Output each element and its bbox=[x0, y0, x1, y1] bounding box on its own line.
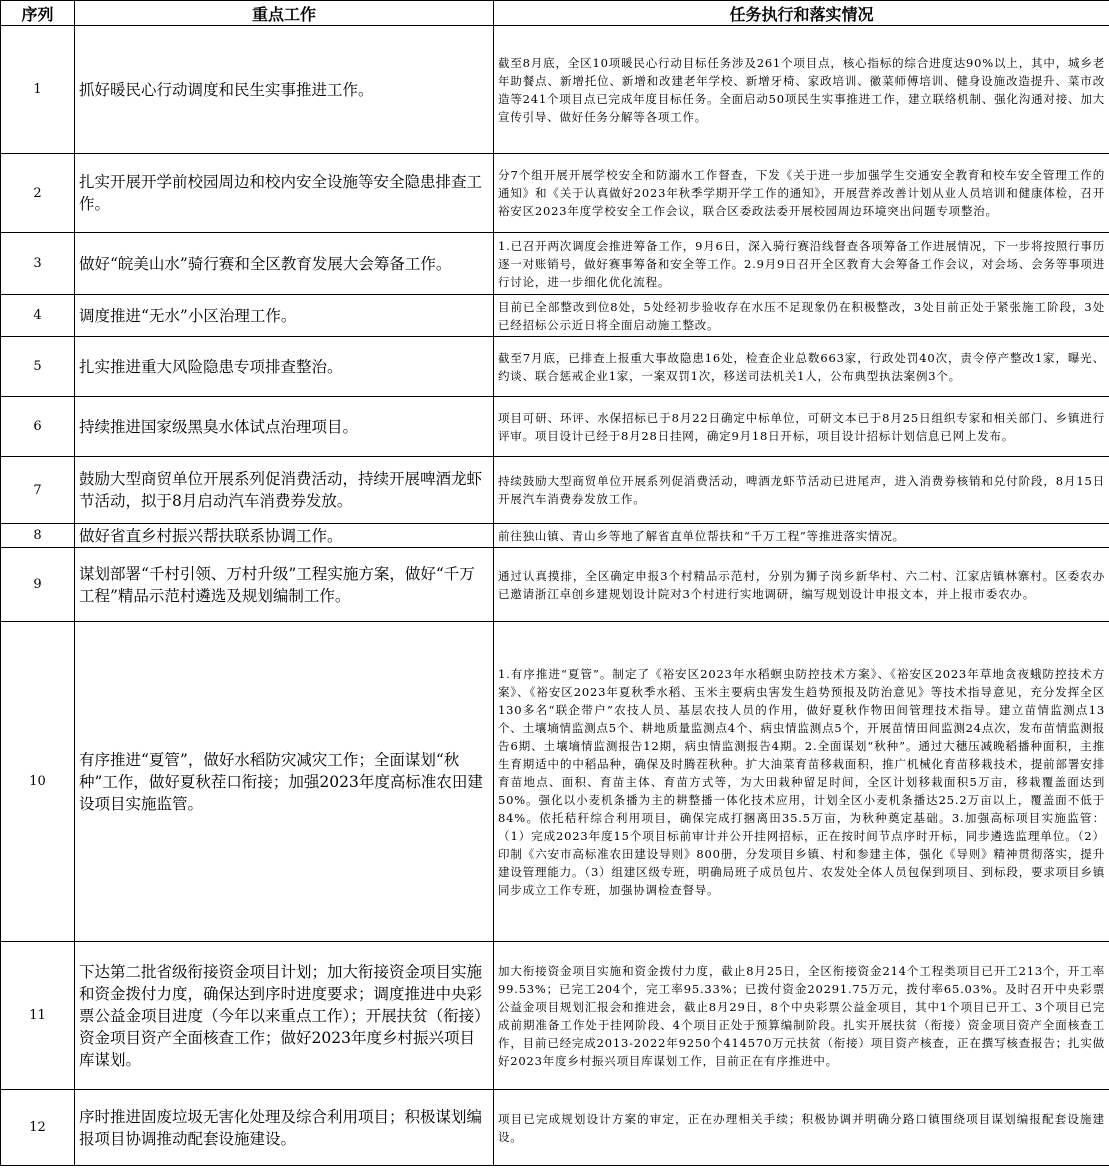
row-status: 持续鼓励大型商贸单位开展系列促消费活动，啤酒龙虾节活动已进尾声，进入消费券核销和兑付阶段，8月15日开展汽车消费券发放工作。 bbox=[494, 457, 1109, 524]
row-index: 6 bbox=[1, 397, 75, 457]
row-index: 8 bbox=[1, 524, 75, 548]
row-key-work: 序时推进固废垃圾无害化处理及综合利用项目；积极谋划编报项目协调推动配套设施建设。 bbox=[75, 1090, 494, 1166]
row-status: 加大衔接资金项目实施和资金拨付力度，截止8月25日，全区衔接资金214个工程类项目已开工213个，开工率99.53%；已完工204个，完工率95.33%；已拨付资金20291.75万元，拨付率65.03%。及时召开中央彩票公益金项目规划汇报会和推进会，截止8月29日，8个中央彩票公益金项目，其中1个项目已开工、3个项目已完成前期准备工作处于挂网阶段、4个项目正处于预算编制阶段。扎实开展扶贫（衔接）资金项目资产全面核查工作，目前已经完成2013-2022年9250个414570万元扶贫（衔接）项目资产核查，正在撰写核查报告；扎实做好2023年度乡村振兴项目库谋划工作，目前正在有序推进中。 bbox=[494, 942, 1109, 1090]
row-index: 2 bbox=[1, 154, 75, 233]
table-row bbox=[1, 457, 1109, 524]
row-index: 9 bbox=[1, 548, 75, 622]
row-status: 前往独山镇、青山乡等地了解省直单位帮扶和“千万工程”等推进落实情况。 bbox=[494, 524, 1109, 548]
table-row bbox=[1, 524, 1109, 548]
table-row bbox=[1, 622, 1109, 942]
header-status: 任务执行和落实情况 bbox=[494, 1, 1109, 26]
row-key-work: 持续推进国家级黑臭水体试点治理项目。 bbox=[75, 397, 494, 457]
row-status: 1.已召开两次调度会推进筹备工作，9月6日，深入骑行赛沿线督查各项筹备工作进展情况，下一步将按照行事历逐一对账销号，做好赛事筹备和安全等工作。2.9月9日召开全区教育大会筹备工作会议，对会场、会务等事项进行讨论，进一步细化优化流程。 bbox=[494, 233, 1109, 295]
row-key-work: 扎实推进重大风险隐患专项排查整治。 bbox=[75, 337, 494, 397]
row-index: 12 bbox=[1, 1090, 75, 1166]
table-row bbox=[1, 548, 1109, 622]
row-status: 截至8月底，全区10项暖民心行动目标任务涉及261个项目点，核心指标的综合进度达90%以上，其中，城乡老年助餐点、新增托位、新增和改建老年学校、新增牙椅、家政培训、徽菜师傅培训、健身设施改造提升、菜市改造等241个项目点已完成年度目标任务。全面启动50项民生实事推进工作，建立联络机制、强化沟通对接、加大宣传引导、做好任务分解等各项工作。 bbox=[494, 26, 1109, 154]
table-row bbox=[1, 337, 1109, 397]
header-index: 序列 bbox=[1, 1, 75, 26]
table-row bbox=[1, 397, 1109, 457]
row-status: 项目已完成规划设计方案的审定，正在办理相关手续；积极协调并明确分路口镇围绕项目谋划编报配套设施建设。 bbox=[494, 1090, 1109, 1166]
row-key-work: 抓好暖民心行动调度和民生实事推进工作。 bbox=[75, 26, 494, 154]
row-key-work: 下达第二批省级衔接资金项目计划；加大衔接资金项目实施和资金拨付力度，确保达到序时进度要求；调度推进中央彩票公益金项目进度（今年以来重点工作）；开展扶贫（衔接）资金项目资产全面核查工作；做好2023年度乡村振兴项目库谋划。 bbox=[75, 942, 494, 1090]
row-key-work: 扎实开展开学前校园周边和校内安全设施等安全隐患排查工作。 bbox=[75, 154, 494, 233]
table-row bbox=[1, 233, 1109, 295]
row-status: 分7个组开展开展学校安全和防溺水工作督查，下发《关于进一步加强学生交通安全教育和校车安全管理工作的通知》和《关于认真做好2023年秋季学期开学工作的通知》，开展营养改善计划从业人员培训和健康体检，召开裕安区2023年度学校安全工作会议，联合区委政法委开展校园周边环境突出问题专项整治。 bbox=[494, 154, 1109, 233]
table-row bbox=[1, 154, 1109, 233]
row-index: 3 bbox=[1, 233, 75, 295]
row-status: 截至7月底，已排查上报重大事故隐患16处，检查企业总数663家，行政处罚40次，责令停产整改1家，曝光、约谈、联合惩戒企业1家，一案双罚1次，移送司法机关1人，公布典型执法案例3个。 bbox=[494, 337, 1109, 397]
row-status: 1.有序推进“夏管”。制定了《裕安区2023年水稻螟虫防控技术方案》、《裕安区2023年草地贪夜蛾防控技术方案》、《裕安区2023年夏秋季水稻、玉米主要病虫害发生趋势预报及防治意见》等技术指导意见，充分发挥全区130多名“联企带户”农技人员、基层农技人员的作用，做好夏秋作物田间管理技术指导。建立苗情监测点13个、土壤墒情监测点5个、耕地质量监测点4个、病虫情监测点5个，开展苗情田间监测24点次，发布苗情监测报告6期、土壤墒情监测报告12期，病虫情监测报告4期。2.全面谋划“秋种”。通过大穗压减晚稻播种面积，主推生育期适中的中稻品种，确保及时腾茬秋种。扩大油菜育苗移栽面积，推广机械化育苗移栽技术，提前部署安排育苗地点、面积、育苗主体、育苗方式等，为大田栽种留足时间，全区计划移栽面积5万亩，移栽覆盖面达到50%。强化以小麦机条播为主的耕整播一体化技术应用，计划全区小麦机条播达25.2万亩以上，覆盖面不低于84%。依托秸秆综合利用项目，确保完成打捆离田35.5万亩，为秋种奠定基础。3.加强高标项目实施监管：（1）完成2023年度15个项目标前审计并公开挂网招标，正在按时间节点序时开标，同步遴选监理单位。（2）印制《六安市高标准农田建设导则》800册，分发项目乡镇、村和参建主体，强化《导则》精神贯彻落实，提升建设管理能力。（3）组建区级专班，明确局班子成员包片、农发处全体人员包保到项目、到标段，要求项目乡镇同步成立工作专班，加强协调检查督导。 bbox=[494, 622, 1109, 942]
row-index: 10 bbox=[1, 622, 75, 942]
row-index: 1 bbox=[1, 26, 75, 154]
table-row bbox=[1, 26, 1109, 154]
row-key-work: 谋划部署“千村引领、万村升级”工程实施方案，做好“千万工程”精品示范村遴选及规划编制工作。 bbox=[75, 548, 494, 622]
table-row bbox=[1, 942, 1109, 1090]
row-status: 目前已全部整改到位8处，5处经初步验收存在水压不足现象仍在积极整改，3处目前正处于紧张施工阶段，3处已经招标公示近日将全面启动施工整改。 bbox=[494, 295, 1109, 337]
row-key-work: 鼓励大型商贸单位开展系列促消费活动，持续开展啤酒龙虾节活动，拟于8月启动汽车消费券发放。 bbox=[75, 457, 494, 524]
row-index: 5 bbox=[1, 337, 75, 397]
row-index: 11 bbox=[1, 942, 75, 1090]
row-key-work: 调度推进“无水”小区治理工作。 bbox=[75, 295, 494, 337]
table-row bbox=[1, 1090, 1109, 1166]
row-index: 7 bbox=[1, 457, 75, 524]
row-index: 4 bbox=[1, 295, 75, 337]
header-key-work: 重点工作 bbox=[75, 1, 494, 26]
row-key-work: 做好省直乡村振兴帮扶联系协调工作。 bbox=[75, 524, 494, 548]
table-row bbox=[1, 295, 1109, 337]
header-row bbox=[1, 1, 1109, 26]
row-key-work: 做好“皖美山水”骑行赛和全区教育发展大会筹备工作。 bbox=[75, 233, 494, 295]
row-status: 通过认真摸排，全区确定申报3个村精品示范村，分别为狮子岗乡新华村、六二村、江家店镇林寨村。区委农办已邀请浙江卓创乡建规划设计院对3个村进行实地调研，编写规划设计申报文本，并上报市委农办。 bbox=[494, 548, 1109, 622]
row-status: 项目可研、环评、水保招标已于8月22日确定中标单位，可研文本已于8月25日组织专家和相关部门、乡镇进行评审。项目设计已经于8月28日挂网，确定9月18日开标，项目设计招标计划信息已网上发布。 bbox=[494, 397, 1109, 457]
row-key-work: 有序推进“夏管”，做好水稻防灾减灾工作；全面谋划“秋种”工作，做好夏秋茬口衔接；加强2023年度高标准农田建设项目实施监管。 bbox=[75, 622, 494, 942]
